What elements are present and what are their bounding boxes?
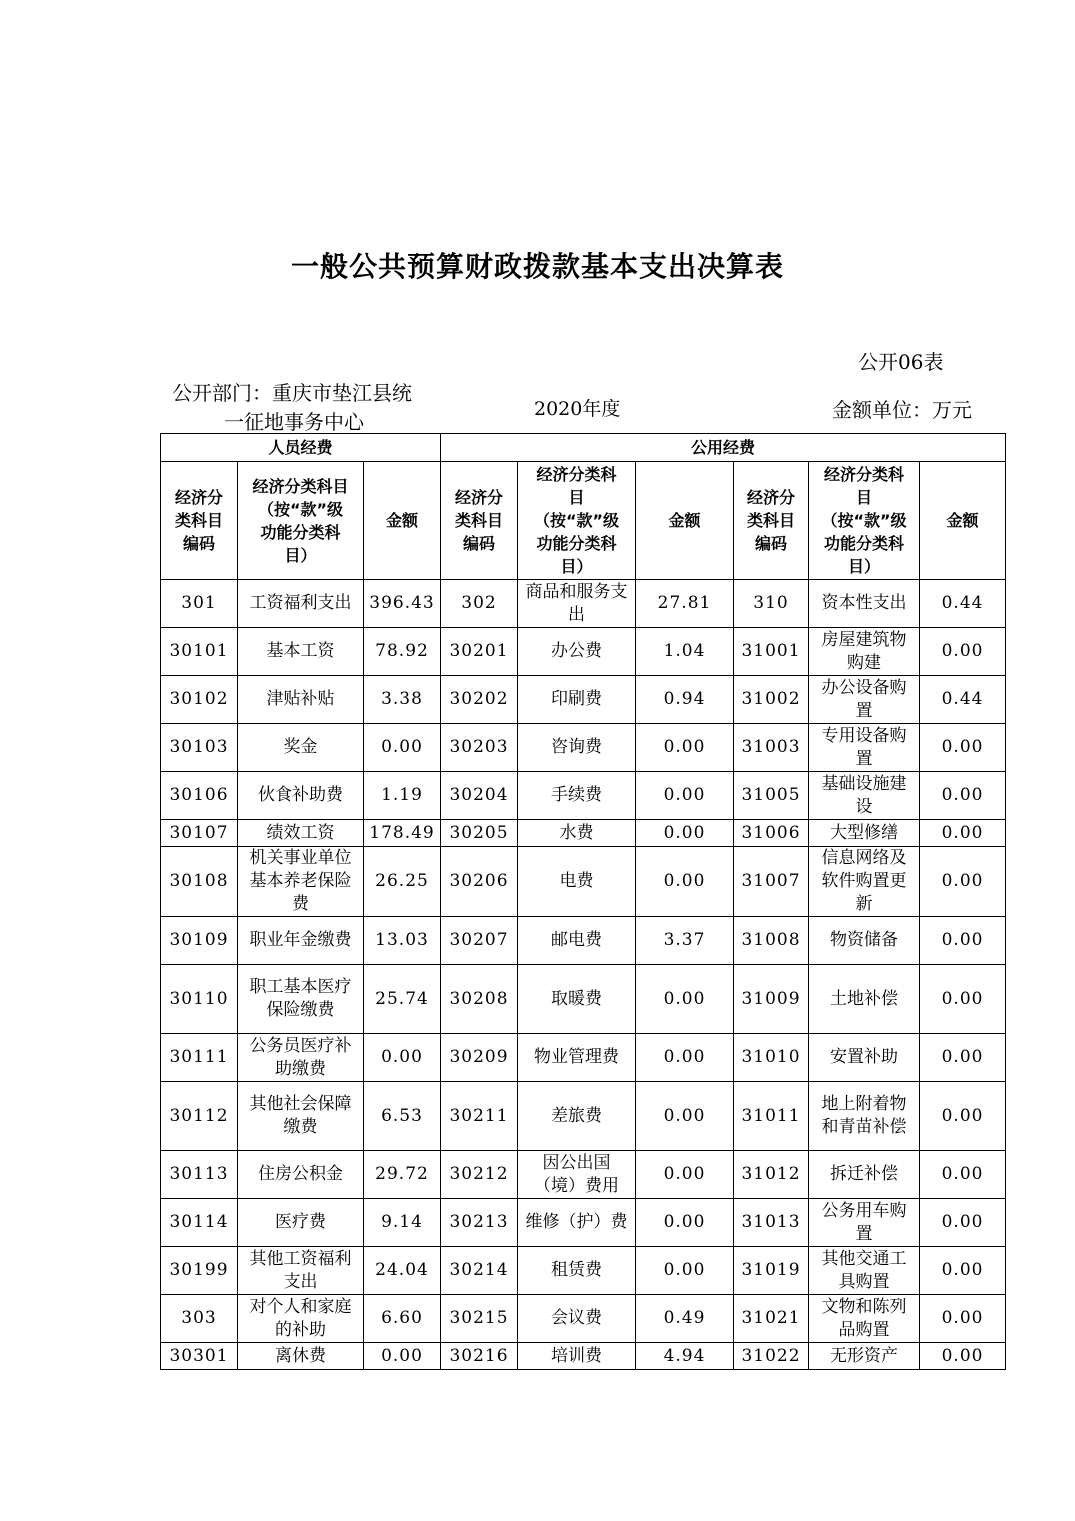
public-item: 印刷费	[518, 676, 636, 724]
header-code: 经济分类科目编码	[441, 462, 518, 580]
capital-code: 31011	[734, 1082, 809, 1151]
public-amount: 0.00	[636, 724, 734, 772]
table-row	[161, 1247, 1006, 1295]
table-row	[161, 772, 1006, 820]
capital-item: 公务用车购置	[809, 1199, 920, 1247]
table-row	[161, 847, 1006, 917]
public-amount: 0.00	[636, 772, 734, 820]
public-code: 30202	[441, 676, 518, 724]
table-row	[161, 1199, 1006, 1247]
public-item: 培训费	[518, 1343, 636, 1370]
personnel-code: 30106	[161, 772, 238, 820]
public-code: 30205	[441, 820, 518, 847]
personnel-code: 30113	[161, 1151, 238, 1199]
capital-code: 31008	[734, 917, 809, 965]
public-item: 商品和服务支出	[518, 580, 636, 628]
capital-amount: 0.00	[920, 965, 1006, 1034]
capital-amount: 0.00	[920, 1082, 1006, 1151]
personnel-item: 医疗费	[238, 1199, 364, 1247]
table-row	[161, 580, 1006, 628]
public-amount: 0.00	[636, 1082, 734, 1151]
capital-code: 31010	[734, 1034, 809, 1082]
capital-code: 31022	[734, 1343, 809, 1370]
capital-item: 物资储备	[809, 917, 920, 965]
personnel-item: 津贴补贴	[238, 676, 364, 724]
personnel-item: 基本工资	[238, 628, 364, 676]
header-code: 经济分类科目编码	[734, 462, 809, 580]
capital-item: 资本性支出	[809, 580, 920, 628]
capital-amount: 0.00	[920, 1199, 1006, 1247]
table-row	[161, 676, 1006, 724]
capital-code: 31012	[734, 1151, 809, 1199]
capital-amount: 0.44	[920, 676, 1006, 724]
capital-code: 31009	[734, 965, 809, 1034]
table-row	[161, 917, 1006, 965]
capital-item: 大型修缮	[809, 820, 920, 847]
department-label-line1: 公开部门：重庆市垫江县统	[172, 381, 412, 405]
capital-item: 专用设备购置	[809, 724, 920, 772]
capital-amount: 0.00	[920, 1034, 1006, 1082]
page-title: 一般公共预算财政拨款基本支出决算表	[290, 250, 784, 283]
personnel-amount: 25.74	[364, 965, 441, 1034]
public-item: 物业管理费	[518, 1034, 636, 1082]
table-row	[161, 1034, 1006, 1082]
public-item: 会议费	[518, 1295, 636, 1343]
public-item: 邮电费	[518, 917, 636, 965]
capital-amount: 0.00	[920, 1295, 1006, 1343]
personnel-code: 303	[161, 1295, 238, 1343]
capital-item: 办公设备购置	[809, 676, 920, 724]
personnel-amount: 3.38	[364, 676, 441, 724]
capital-item: 拆迁补偿	[809, 1151, 920, 1199]
capital-amount: 0.00	[920, 917, 1006, 965]
capital-item: 文物和陈列品购置	[809, 1295, 920, 1343]
capital-code: 31006	[734, 820, 809, 847]
personnel-code: 30101	[161, 628, 238, 676]
personnel-code: 30102	[161, 676, 238, 724]
public-code: 30203	[441, 724, 518, 772]
public-code: 30214	[441, 1247, 518, 1295]
personnel-item: 职业年金缴费	[238, 917, 364, 965]
personnel-amount: 0.00	[364, 724, 441, 772]
personnel-amount: 78.92	[364, 628, 441, 676]
capital-amount: 0.00	[920, 1247, 1006, 1295]
header-amount: 金额	[364, 462, 441, 580]
personnel-amount: 6.60	[364, 1295, 441, 1343]
public-amount: 0.00	[636, 1151, 734, 1199]
table-row	[161, 1151, 1006, 1199]
capital-amount: 0.44	[920, 580, 1006, 628]
personnel-code: 30109	[161, 917, 238, 965]
personnel-item: 住房公积金	[238, 1151, 364, 1199]
header-name: 经济分类科目（按“款”级功能分类科目）	[238, 462, 364, 580]
capital-item: 房屋建筑物购建	[809, 628, 920, 676]
capital-code: 31013	[734, 1199, 809, 1247]
personnel-code: 30110	[161, 965, 238, 1034]
capital-amount: 0.00	[920, 847, 1006, 917]
capital-amount: 0.00	[920, 1343, 1006, 1370]
public-amount: 0.00	[636, 1247, 734, 1295]
public-code: 30212	[441, 1151, 518, 1199]
public-item: 因公出国（境）费用	[518, 1151, 636, 1199]
expenditure-table	[160, 433, 1006, 1370]
capital-amount: 0.00	[920, 772, 1006, 820]
amount-unit: 金额单位：万元	[832, 398, 972, 422]
public-code: 30207	[441, 917, 518, 965]
capital-code: 31007	[734, 847, 809, 917]
personnel-amount: 13.03	[364, 917, 441, 965]
personnel-amount: 9.14	[364, 1199, 441, 1247]
capital-code: 310	[734, 580, 809, 628]
public-code: 30209	[441, 1034, 518, 1082]
public-amount: 0.00	[636, 1199, 734, 1247]
public-amount: 0.00	[636, 820, 734, 847]
public-item: 手续费	[518, 772, 636, 820]
capital-item: 无形资产	[809, 1343, 920, 1370]
personnel-code: 30199	[161, 1247, 238, 1295]
public-item: 取暖费	[518, 965, 636, 1034]
form-number: 公开06表	[858, 350, 944, 374]
personnel-item: 伙食补助费	[238, 772, 364, 820]
personnel-amount: 29.72	[364, 1151, 441, 1199]
personnel-amount: 396.43	[364, 580, 441, 628]
public-code: 30211	[441, 1082, 518, 1151]
public-amount: 0.49	[636, 1295, 734, 1343]
personnel-code: 30301	[161, 1343, 238, 1370]
public-code: 30204	[441, 772, 518, 820]
personnel-amount: 0.00	[364, 1034, 441, 1082]
capital-item: 信息网络及软件购置更新	[809, 847, 920, 917]
personnel-amount: 178.49	[364, 820, 441, 847]
table-row	[161, 724, 1006, 772]
public-code: 30213	[441, 1199, 518, 1247]
personnel-code: 30111	[161, 1034, 238, 1082]
fiscal-year: 2020年度	[534, 398, 621, 420]
personnel-code: 301	[161, 580, 238, 628]
capital-item: 土地补偿	[809, 965, 920, 1034]
capital-item: 地上附着物和青苗补偿	[809, 1082, 920, 1151]
personnel-item: 绩效工资	[238, 820, 364, 847]
group-personnel: 人员经费	[161, 434, 441, 462]
personnel-item: 机关事业单位基本养老保险费	[238, 847, 364, 917]
personnel-amount: 26.25	[364, 847, 441, 917]
table-row	[161, 820, 1006, 847]
capital-item: 安置补助	[809, 1034, 920, 1082]
public-code: 302	[441, 580, 518, 628]
personnel-code: 30114	[161, 1199, 238, 1247]
table-row	[161, 1295, 1006, 1343]
public-code: 30201	[441, 628, 518, 676]
public-amount: 3.37	[636, 917, 734, 965]
personnel-amount: 6.53	[364, 1082, 441, 1151]
public-item: 差旅费	[518, 1082, 636, 1151]
personnel-code: 30108	[161, 847, 238, 917]
public-item: 水费	[518, 820, 636, 847]
table-row	[161, 965, 1006, 1034]
personnel-code: 30112	[161, 1082, 238, 1151]
capital-amount: 0.00	[920, 1151, 1006, 1199]
personnel-amount: 24.04	[364, 1247, 441, 1295]
header-name: 经济分类科目（按“款”级功能分类科目）	[518, 462, 636, 580]
group-public: 公用经费	[441, 434, 1006, 462]
personnel-item: 对个人和家庭的补助	[238, 1295, 364, 1343]
header-name: 经济分类科目（按“款”级功能分类科目）	[809, 462, 920, 580]
public-item: 租赁费	[518, 1247, 636, 1295]
personnel-item: 其他工资福利支出	[238, 1247, 364, 1295]
public-item: 电费	[518, 847, 636, 917]
public-amount: 27.81	[636, 580, 734, 628]
capital-amount: 0.00	[920, 820, 1006, 847]
capital-amount: 0.00	[920, 628, 1006, 676]
header-amount: 金额	[636, 462, 734, 580]
capital-item: 基础设施建设	[809, 772, 920, 820]
public-amount: 4.94	[636, 1343, 734, 1370]
personnel-item: 职工基本医疗保险缴费	[238, 965, 364, 1034]
personnel-item: 其他社会保障缴费	[238, 1082, 364, 1151]
capital-code: 31001	[734, 628, 809, 676]
personnel-item: 离休费	[238, 1343, 364, 1370]
public-amount: 0.00	[636, 1034, 734, 1082]
capital-code: 31003	[734, 724, 809, 772]
public-item: 咨询费	[518, 724, 636, 772]
public-item: 维修（护）费	[518, 1199, 636, 1247]
personnel-amount: 1.19	[364, 772, 441, 820]
public-amount: 1.04	[636, 628, 734, 676]
public-item: 办公费	[518, 628, 636, 676]
header-code: 经济分类科目编码	[161, 462, 238, 580]
personnel-amount: 0.00	[364, 1343, 441, 1370]
public-amount: 0.00	[636, 965, 734, 1034]
public-code: 30206	[441, 847, 518, 917]
table-row	[161, 1343, 1006, 1370]
public-code: 30208	[441, 965, 518, 1034]
department-label	[172, 379, 442, 437]
capital-code: 31002	[734, 676, 809, 724]
personnel-item: 公务员医疗补助缴费	[238, 1034, 364, 1082]
public-amount: 0.94	[636, 676, 734, 724]
capital-code: 31019	[734, 1247, 809, 1295]
public-amount: 0.00	[636, 847, 734, 917]
capital-item: 其他交通工具购置	[809, 1247, 920, 1295]
table-row	[161, 628, 1006, 676]
capital-code: 31005	[734, 772, 809, 820]
personnel-item: 工资福利支出	[238, 580, 364, 628]
personnel-item: 奖金	[238, 724, 364, 772]
header-amount: 金额	[920, 462, 1006, 580]
public-code: 30216	[441, 1343, 518, 1370]
personnel-code: 30107	[161, 820, 238, 847]
capital-code: 31021	[734, 1295, 809, 1343]
table-row	[161, 1082, 1006, 1151]
capital-amount: 0.00	[920, 724, 1006, 772]
public-code: 30215	[441, 1295, 518, 1343]
department-label-line2: 一征地事务中心	[224, 410, 364, 434]
personnel-code: 30103	[161, 724, 238, 772]
